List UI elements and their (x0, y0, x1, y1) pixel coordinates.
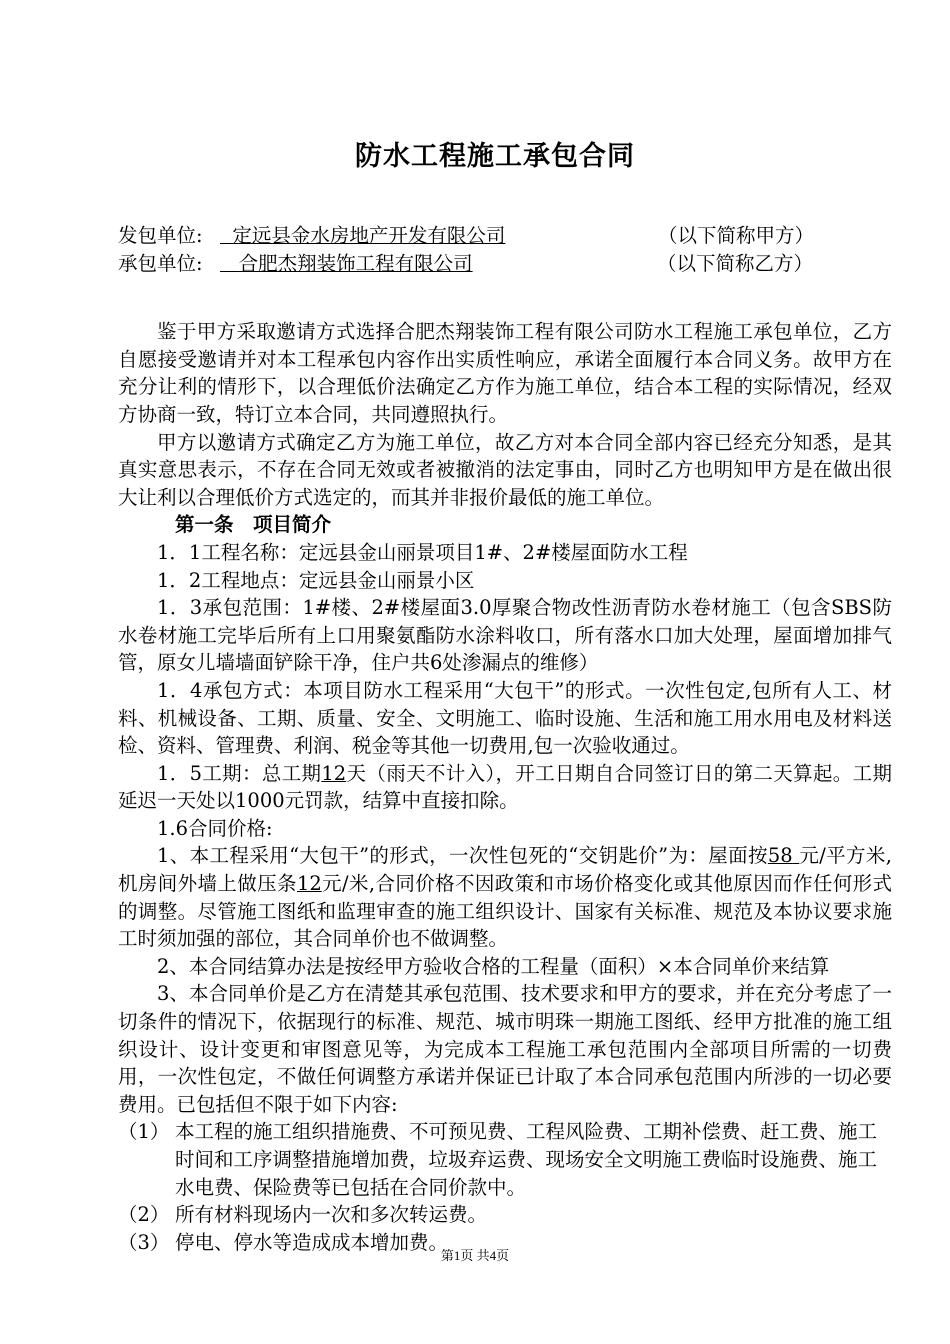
sub-item-2: （2） 所有材料现场内一次和多次转运费。 (118, 1203, 488, 1227)
intro-paragraph-2: 甲方以邀请方式确定乙方为施工单位，故乙方对本合同全部内容已经充分知悉，是其真实意思表示，不存在合同无效或者被撤消的法定事由，同时乙方也明知甲方是在做出很大让利以合理低价方式选定的，而其并非报价最低的施工单位。 (118, 430, 892, 509)
client-label: 发包单位: (118, 224, 203, 247)
item-project-location: 1．2工程地点：定远县金山丽景小区 (157, 568, 475, 592)
duration-days: 12 (321, 761, 347, 785)
item-contract-price: 1.6合同价格: (157, 816, 273, 840)
contract-title: 防水工程施工承包合同 (355, 141, 635, 172)
item-scope: 1．3承包范围：1#楼、2#楼屋面3.0厚聚合物改性沥青防水卷材施工（包含SBS防水卷材施工完毕后所有上口用聚氨酯防水涂料收口，所有落水口加大处理，屋面增加排气管，原女儿墙墙面铲除干净，住户共6处渗漏点的维修） (118, 596, 892, 675)
strip-unit-price: 12 (296, 872, 322, 896)
price-clause-1: 1、本工程采用“大包干”的形式，一次性包死的“交钥匙价”为：屋面按58 元/平方米,机房间外墙上做压条12元/米,合同价格不因政策和市场价格变化或其他原因而作任何形式的调整。尽管施工图纸和监理审查的施工组织设计、国家有关标准、规范及本协议要求施工时须加强的部位，其合同单价也不做调整。 (118, 844, 892, 951)
contractor-name: 合肥杰翔装饰工程有限公司 (238, 251, 473, 275)
client-suffix: （以下简称甲方） (658, 224, 815, 247)
intro-paragraph-1: 鉴于甲方采取邀请方式选择合肥杰翔装饰工程有限公司防水工程施工承包单位，乙方自愿接受邀请并对本工程承包内容作出实质性响应，承诺全面履行本合同义务。故甲方在充分让利的情形下，以合理低价法确定乙方作为施工单位，结合本工程的实际情况，经双方协商一致，特订立本合同，共同遵照执行。 (118, 320, 892, 426)
sub-item-1: （1） 本工程的施工组织措施费、不可预见费、工程风险费、工期补偿费、赶工费、施工时间和工序调整措施增加费，垃圾弃运费、现场安全文明施工费临时设施费、施工水电费、保险费等已包括在合同价款中。 (118, 1120, 878, 1199)
price-clause-2: 2、本合同结算办法是按经甲方验收合格的工程量（面积）×本合同单价来结算 (157, 954, 830, 978)
price-clause-3: 3、本合同单价是乙方在清楚其承包范围、技术要求和甲方的要求，并在充分考虑了一切条件的情况下，依据现行的标准、规范、城市明珠一期施工图纸、经甲方批准的施工组织设计、设计变更和审图意见等，为完成本工程施工承包范围内全部项目所需的一切费用，一次性包定，不做任何调整方承诺并保证已计取了本合同承包范围内所涉的一切必要费用。已包括但不限于如下内容: (118, 982, 892, 1116)
contractor-suffix: （以下简称乙方） (657, 251, 814, 275)
client-line (118, 222, 892, 250)
roof-unit-price: 58 (767, 844, 793, 868)
client-name: 定远县金水房地产开发有限公司 (232, 224, 506, 247)
item-duration: 1．5工期：总工期12天（雨天不计入），开工日期自合同签订日的第二天算起。工期延迟一天处以1000元罚款，结算中直接扣除。 (118, 761, 892, 813)
page-number: 第1页 共4页 (440, 1248, 510, 1263)
article-1-heading: 第一条 项目简介 (175, 513, 332, 537)
contractor-line (118, 250, 892, 278)
sub-item-3: （3） 停电、停水等造成成本增加费。 (118, 1230, 449, 1254)
contract-body (118, 222, 892, 1256)
contractor-label: 承包单位: (118, 251, 203, 275)
item-contract-method: 1．4承包方式：本项目防水工程采用“大包干”的形式。一次性包定,包所有人工、材料、机械设备、工期、质量、安全、文明施工、临时设施、生活和施工用水用电及材料送检、资料、管理费、利润、税金等其他一切费用,包一次验收通过。 (118, 678, 892, 758)
item-project-name: 1．1工程名称：定远县金山丽景项目1#、2#楼屋面防水工程 (157, 540, 688, 564)
